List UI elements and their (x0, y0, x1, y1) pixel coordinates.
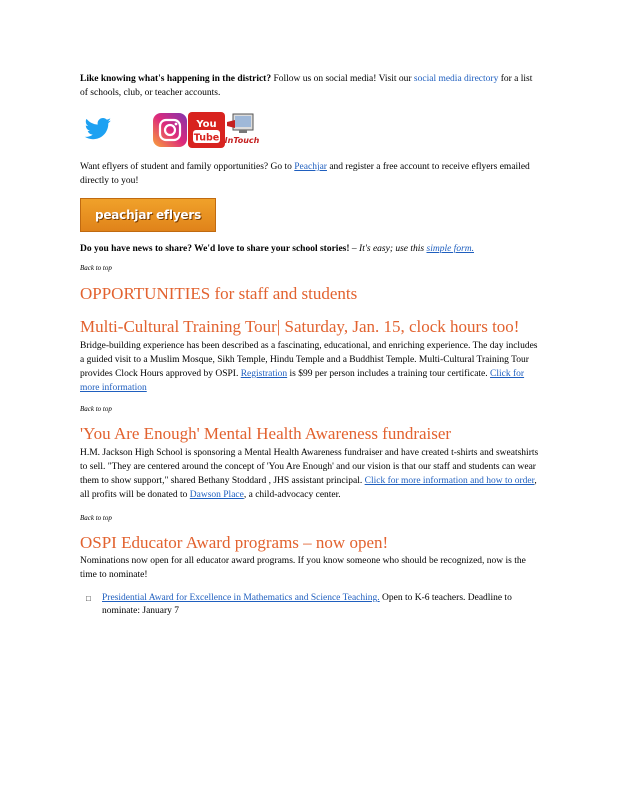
bullet-content (102, 592, 540, 618)
enough-body-2: , all profits will be donated to (80, 476, 537, 500)
peachjar-eflyers-button[interactable] (80, 198, 216, 232)
presidential-award-link[interactable]: Presidential Award for Excellence in Mathematics and Science Teaching. (102, 593, 380, 603)
ospi-heading: OSPI Educator Award programs – now open! (80, 533, 389, 552)
intro-text-2: for a list of schools, club, or teacher accounts. (80, 74, 533, 98)
opportunities-heading: OPPORTUNITIES for staff and students (80, 284, 358, 303)
enough-body-1: H.M. Jackson High School is sponsoring a Mental Health Awareness fundraiser and have created t-shirts and sweatshirts to sell. "They are centered around the concept of 'You Are Enough' and our vision is that our staff and students can wear them to show support," shared Bethany Stoddard , JHS assistant principal. (80, 448, 539, 486)
news-paragraph (80, 242, 540, 256)
intouch-icon[interactable] (225, 112, 259, 148)
social-media-directory-link[interactable]: social media directory (413, 74, 499, 84)
tour-heading: Multi-Cultural Training Tour| Saturday, Jan. 15, clock hours too! (80, 317, 520, 336)
tour-paragraph (80, 339, 540, 395)
dawson-place-link[interactable]: Dawson Place (189, 490, 244, 500)
back-to-top-link[interactable]: Back to top (80, 514, 112, 522)
newsletter-page (80, 70, 540, 618)
bullet-icon: □ (86, 594, 91, 603)
twitter-icon[interactable] (80, 112, 116, 148)
tour-body-1: Bridge-building experience has been described as a fascinating, educational, and enriching experience. The day includes a guided visit to a Muslim Mosque, Sikh Temple, Hindu Temple and a Buddhist Temple. Multi-Cultural Training Tour provides Clock Hours approved by OSPI. (80, 341, 538, 379)
intro-bold-lead: Like knowing what's happening in the district? (80, 74, 272, 84)
tour-more-info-link[interactable]: Click for more information (80, 369, 525, 393)
enough-heading: 'You Are Enough' Mental Health Awareness fundraiser (80, 424, 452, 443)
registration-link[interactable]: Registration (240, 369, 288, 379)
list-item (80, 592, 540, 618)
peachjar-link[interactable]: Peachjar (294, 162, 327, 172)
svg-text:Tube: Tube (193, 132, 220, 144)
svg-text:You: You (196, 119, 217, 130)
ospi-paragraph: Nominations now open for all educator award programs. If you know someone who should be recognized, now is the time to nominate! (80, 556, 526, 580)
intro-text-1: Follow us on social media! Visit our (271, 74, 414, 84)
svg-text:InTouch: InTouch (225, 136, 259, 145)
tour-body-2: is $99 per person includes a training tour certificate. (287, 369, 491, 379)
intro-paragraph (80, 72, 540, 100)
flyers-paragraph (80, 160, 540, 188)
flyers-text-1: Want eflyers of student and family opportunities? Go to (80, 162, 295, 172)
bullet-text: Open to K-6 teachers. Deadline to nominate: January 7 (102, 593, 512, 616)
enough-more-info-link[interactable]: Click for more information and how to order (364, 476, 535, 486)
instagram-icon[interactable] (152, 112, 188, 148)
enough-paragraph (80, 446, 540, 502)
back-to-top-link[interactable]: Back to top (80, 264, 112, 272)
social-icons-row (80, 110, 540, 150)
flyers-text-2: and register a free account to receive eflyers emailed directly to you! (80, 162, 530, 186)
news-bold: Do you have news to share? We'd love to share your school stories! (80, 244, 350, 254)
youtube-icon[interactable] (188, 112, 225, 148)
peachjar-button-label: peachjar eflyers (94, 208, 202, 222)
news-italic: – It's easy; use this (349, 244, 427, 254)
back-to-top-link[interactable]: Back to top (80, 405, 112, 413)
simple-form-link[interactable]: simple form. (426, 244, 474, 254)
enough-body-3: , a child-advocacy center. (243, 490, 341, 500)
